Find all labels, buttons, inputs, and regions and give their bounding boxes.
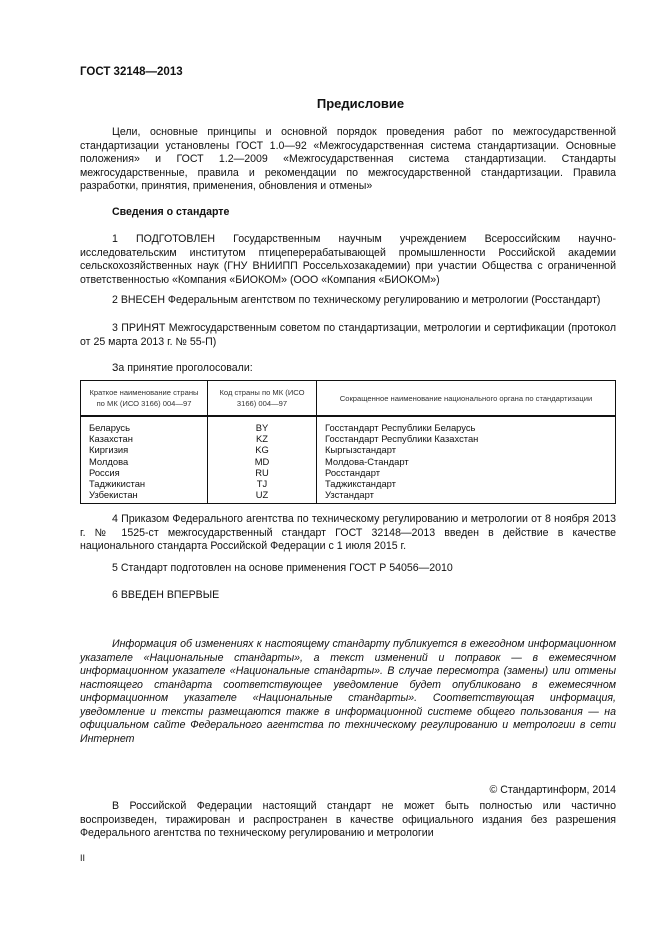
code-cell: RU — [208, 467, 317, 478]
rights-paragraph — [80, 800, 616, 841]
body-cell: Молдова-Стандарт — [325, 455, 409, 467]
body-cell: Росстандарт — [325, 466, 380, 478]
document-id-header: ГОСТ 32148—2013 — [80, 66, 183, 78]
item-5-text: 5 Стандарт подготовлен на основе применения ГОСТ Р 54056—2010 — [112, 562, 453, 574]
country-cell: Таджикистан — [81, 478, 208, 489]
country-cell: Казахстан — [81, 433, 208, 444]
item-6 — [80, 589, 616, 603]
item-3-text: 3 ПРИНЯТ Межгосударственным советом по стандартизации, метрологии и сертификации (протокол от 25 марта 2013 г. № 55-П) — [80, 322, 616, 348]
column-header-code: Код страны по МК (ИСО 3166) 004—97 — [208, 381, 317, 417]
body-cell: Таджикстандарт — [325, 478, 396, 490]
table-row — [81, 489, 616, 504]
code-cell: BY — [208, 416, 317, 433]
country-cell: Киргизия — [81, 444, 208, 455]
page-number: II — [80, 853, 86, 863]
item-1-text: 1 ПОДГОТОВЛЕН Государственным научным учреждением Всероссийским научно-исследовательским институтом птицеперерабатывающей промышленности Российской академии сельскохозяйственных наук (ГНУ ВНИИПП Россельхозакадемии) при участии Общества с ограниченной ответственностью «Компания «БИОКОМ» (ООО «Компания «БИОКОМ») — [80, 233, 616, 286]
table-row — [81, 444, 616, 455]
item-3 — [80, 322, 616, 349]
code-cell: KG — [208, 444, 317, 455]
item-4 — [80, 513, 616, 554]
vote-label — [80, 362, 616, 376]
column-header-body: Сокращенное наименование национального органа по стандартизации — [317, 381, 616, 417]
country-cell: Беларусь — [81, 416, 208, 433]
item-2-text: 2 ВНЕСЕН Федеральным агентством по техническому регулированию и метрологии (Росстандарт) — [112, 294, 601, 306]
country-cell: Узбекистан — [81, 489, 208, 504]
page-title: Предисловие — [316, 96, 405, 111]
code-cell: TJ — [208, 478, 317, 489]
table-row — [81, 478, 616, 489]
table-row — [81, 456, 616, 467]
item-6-text: 6 ВВЕДЕН ВПЕРВЫЕ — [112, 589, 220, 601]
body-cell: Госстандарт Республики Беларусь — [325, 422, 476, 433]
item-2 — [80, 294, 616, 308]
table-row — [81, 416, 616, 433]
intro-paragraph — [80, 126, 616, 194]
country-cell: Россия — [81, 467, 208, 478]
item-4-text: 4 Приказом Федерального агентства по техническому регулированию и метрологии от 8 ноября 2013 г. № 1525-ст межгосударственный стандарт ГОСТ 32148—2013 введен в действие в качестве национального стандарта Российской Федерации с 1 июля 2015 г. — [80, 513, 616, 552]
intro-text: Цели, основные принципы и основной порядок проведения работ по межгосударственной стандартизации установлены ГОСТ 1.0—92 «Межгосударственная система стандартизации. Основные положения» и ГОСТ 1.2—2009 «Межгосударственная система стандартизации. Стандарты межгосударственные, правила и рекомендации по межгосударственной стандартизации. Правила разработки, принятия, применения, обновления и отмены» — [80, 126, 616, 192]
country-cell: Молдова — [81, 456, 208, 467]
section-heading: Сведения о стандарте — [112, 206, 230, 218]
item-5 — [80, 562, 616, 576]
column-header-country: Краткое наименование страны по МК (ИСО 3166) 004—97 — [81, 381, 208, 417]
table-row — [81, 467, 616, 478]
table-row — [81, 433, 616, 444]
body-cell: Кыргызстандарт — [325, 444, 397, 456]
code-cell: MD — [208, 456, 317, 467]
code-cell: UZ — [208, 489, 317, 504]
notice-text: Информация об изменениях к настоящему стандарту публикуется в ежегодном информационном указателе «Национальные стандарты», а текст изменений и поправок — в ежемесячном информационном указателе «Национальные стандарты». В случае пересмотра (замены) или отмены настоящего стандарта соответствующее уведомление будет опубликовано в ежемесячном информационном указателе «Национальные стандарты». Соответствующая информация, уведомление и тексты размещаются также в информационной системе общего пользования — на официальном сайте Федерального агентства по техническому регулированию и метрологии в сети Интернет — [80, 638, 616, 745]
copyright-notice: © Стандартинформ, 2014 — [489, 784, 616, 796]
item-1 — [80, 233, 616, 287]
vote-label-text: За принятие проголосовали: — [112, 362, 253, 374]
code-cell: KZ — [208, 433, 317, 444]
rights-text: В Российской Федерации настоящий стандарт не может быть полностью или частично воспроизведен, тиражирован и распространен в качестве официального издания без разрешения Федерального агентства по техническому регулированию и метрологии — [80, 800, 616, 839]
voters-table — [80, 380, 616, 504]
body-cell: Узстандарт — [325, 489, 374, 501]
notice-paragraph — [80, 638, 616, 746]
table-header-row — [81, 381, 616, 417]
body-cell: Госстандарт Республики Казахстан — [325, 433, 479, 445]
